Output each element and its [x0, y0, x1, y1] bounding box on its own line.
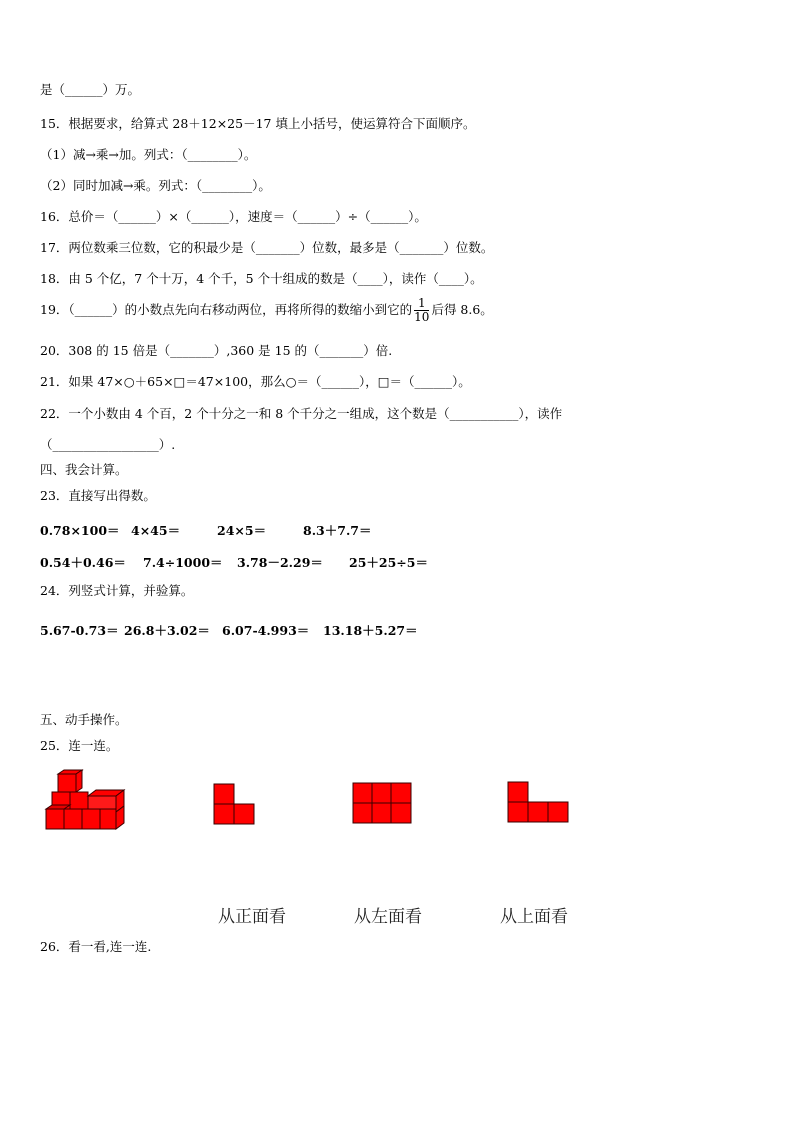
- question-18: 18．由 5 个亿，7 个十万，4 个千，5 个十组成的数是（____），读作（____）。: [40, 271, 483, 286]
- question-15-part-1: （1）减→乘→加。列式：（________）。: [40, 147, 257, 162]
- line-continuation: 是（______）万。: [40, 82, 141, 97]
- question-22-continuation: （_________________）.: [40, 437, 176, 452]
- question-21: 21．如果 47×○＋65×□＝47×100，那么○＝（______），□＝（______）。: [40, 374, 471, 389]
- calc-item: 26.8＋3.02＝: [124, 623, 210, 638]
- view-label-left: 从左面看: [354, 907, 422, 927]
- view-figure-l-shape: [213, 783, 255, 825]
- view-figure-grid: [352, 782, 412, 824]
- question-19-text: 19．（______）的小数点先向右移动两位，再将所得的数缩小到它的: [40, 301, 413, 317]
- question-25: 25．连一连。: [40, 738, 119, 753]
- calc-item: 0.78×100＝: [40, 523, 120, 538]
- fraction-denominator: 10: [414, 309, 430, 324]
- question-20: 20．308 的 15 倍是（_______）,360 是 15 的（_______）倍.: [40, 343, 393, 358]
- question-16: 16．总价＝（______）×（______），速度＝（______）÷（______）。: [40, 209, 427, 224]
- question-19-tail: 后得 8.6。: [431, 301, 493, 317]
- calc-item: 25＋25÷5＝: [349, 555, 428, 570]
- view-label-top: 从上面看: [500, 907, 568, 927]
- calc-item: 7.4÷1000＝: [143, 555, 223, 570]
- question-15-part-2: （2）同时加减→乘。列式：（________）。: [40, 178, 271, 193]
- calc-item: 6.07-4.993＝: [222, 623, 310, 638]
- question-15: 15．根据要求，给算式 28＋12×25－17 填上小括号，使运算符合下面顺序。: [40, 116, 476, 131]
- question-26: 26．看一看,连一连.: [40, 939, 152, 954]
- calc-item: 8.3＋7.7＝: [303, 523, 372, 538]
- fraction-numerator: 1: [414, 297, 429, 311]
- calc-item: 3.78－2.29＝: [237, 555, 323, 570]
- calc-item: 0.54＋0.46＝: [40, 555, 126, 570]
- calc-item: 13.18＋5.27＝: [323, 623, 418, 638]
- question-23: 23．直接写出得数。: [40, 488, 156, 503]
- section-4-heading: 四、我会计算。: [40, 462, 128, 477]
- section-5-heading: 五、动手操作。: [40, 712, 128, 727]
- fraction-one-tenth: [414, 297, 429, 323]
- question-19: [40, 297, 493, 323]
- question-22: 22．一个小数由 4 个百，2 个十分之一和 8 个千分之一组成，这个数是（___________），读作: [40, 406, 563, 421]
- calc-item: 4×45＝: [131, 523, 181, 538]
- cube-stack-figure: [44, 770, 126, 832]
- view-label-front: 从正面看: [218, 907, 286, 927]
- calc-item: 5.67-0.73＝: [40, 623, 119, 638]
- question-24: 24．列竖式计算，并验算。: [40, 583, 194, 598]
- question-17: 17．两位数乘三位数，它的积最少是（_______）位数，最多是（_______）位数。: [40, 240, 494, 255]
- calc-item: 24×5＝: [217, 523, 267, 538]
- view-figure-long-l: [507, 781, 569, 824]
